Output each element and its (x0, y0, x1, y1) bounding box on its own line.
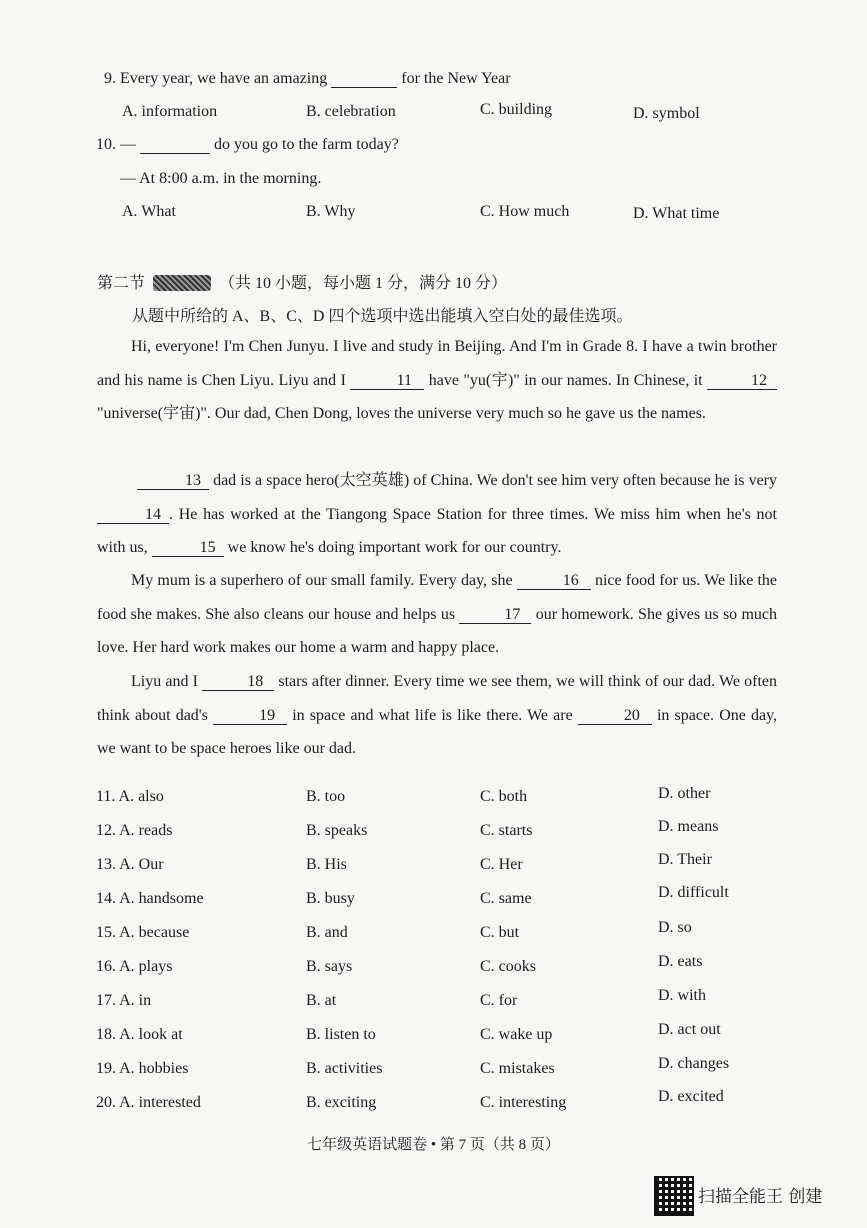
q9-option-d: D. symbol (633, 105, 700, 122)
option-c: C. mistakes (480, 1060, 555, 1077)
passage-text: Hi, everyone! I'm Chen Junyu. I live and study in Beijing. And I'm in Grade 8. I have a twin brother and his name is Chen Liyu. Liyu and I (97, 338, 777, 389)
option-c: C. Her (480, 856, 523, 873)
option-d: D. eats (658, 953, 703, 970)
blank-11: 11 (350, 372, 424, 390)
passage-paragraph-3 (97, 564, 777, 665)
passage-paragraph-2 (97, 464, 777, 565)
option-c: C. starts (480, 822, 533, 839)
q9-stem-before: 9. Every year, we have an amazing (104, 70, 328, 87)
option-d: D. other (658, 785, 711, 802)
option-c: C. cooks (480, 958, 536, 975)
blank-16: 16 (517, 572, 591, 590)
option-d: D. means (658, 818, 719, 835)
option-b: B. busy (306, 890, 355, 907)
q10-blank (140, 136, 210, 154)
q9-option-b: B. celebration (306, 103, 396, 120)
option-b: B. speaks (306, 822, 368, 839)
scanner-watermark: 扫描全能王 创建 (698, 1187, 823, 1207)
section-heading (97, 270, 507, 293)
page-footer: 七年级英语试题卷 • 第 7 页（共 8 页） (307, 1137, 560, 1153)
passage-text: . He has worked at the Tiangong Space Station for three times. We miss him when he's not with us, (97, 505, 777, 556)
q9-stem-after: for the New Year (401, 70, 511, 87)
option-a: 13. A. Our (96, 856, 164, 873)
option-a: 11. A. also (96, 788, 164, 805)
passage-text: we know he's doing important work for our country. (227, 539, 562, 556)
passage-text: stars after dinner. Every time we see them, we will think of our dad. We often think about dad's (97, 673, 778, 724)
passage-paragraph-1 (97, 330, 777, 431)
option-c: C. interesting (480, 1094, 567, 1111)
q10-option-d: D. What time (633, 205, 720, 222)
q9-option-a: A. information (122, 103, 218, 120)
q10-reply: — At 8:00 a.m. in the morning. (120, 170, 322, 187)
option-b: B. His (306, 856, 347, 873)
scribbled-out-mark (153, 275, 211, 291)
q10-option-a: A. What (122, 203, 176, 220)
option-d: D. changes (658, 1055, 730, 1072)
passage-text: have "yu(宇)" in our names. In Chinese, it (428, 371, 703, 389)
option-c: C. same (480, 890, 532, 907)
passage-text: Liyu and I (131, 673, 198, 690)
q10-option-b: B. Why (306, 203, 356, 220)
option-b: B. too (306, 788, 346, 805)
option-d: D. so (658, 919, 692, 936)
qr-code-icon (654, 1176, 694, 1216)
passage-text: nice food for us. We like the food she makes. She also cleans our house and helps us (97, 572, 778, 623)
option-a: 18. A. look at (96, 1026, 183, 1043)
passage-text: "universe(宇宙)". Our dad, Chen Dong, loves the universe very much so he gave us the names. (97, 405, 706, 422)
option-b: B. says (306, 958, 353, 975)
option-a: 12. A. reads (96, 822, 173, 839)
passage-paragraph-4 (97, 665, 777, 766)
q10-stem-after: do you go to the farm today? (214, 136, 399, 153)
blank-20: 20 (578, 707, 652, 725)
option-c: C. wake up (480, 1026, 553, 1043)
q10-stem-prefix: 10. — (96, 136, 136, 153)
q9-stem (104, 70, 511, 88)
passage-text: My mum is a superhero of our small family. Every day, she (131, 572, 513, 589)
section-label: 第二节 (97, 275, 146, 292)
blank-18: 18 (202, 673, 274, 691)
option-c: C. but (480, 924, 520, 941)
option-b: B. exciting (306, 1094, 377, 1111)
blank-19: 19 (213, 707, 287, 725)
option-a: 14. A. handsome (96, 890, 204, 907)
option-b: B. listen to (306, 1026, 376, 1043)
q9-option-c: C. building (480, 101, 553, 118)
option-c: C. for (480, 992, 518, 1009)
passage-text: in space and what life is like there. We are (292, 706, 573, 724)
section-info: （共 10 小题，每小题 1 分，满分 10 分） (219, 275, 508, 292)
option-d: D. difficult (658, 884, 729, 901)
option-b: B. at (306, 992, 337, 1009)
option-c: C. both (480, 788, 528, 805)
blank-15: 15 (152, 539, 224, 557)
passage-text: in space. One day, we want to be space heroes like our dad. (97, 706, 778, 757)
passage-text: our homework. She gives us so much love. Her hard work makes our home a warm and happy place. (97, 605, 778, 656)
q10-option-c: C. How much (480, 203, 570, 220)
option-b: B. activities (306, 1060, 383, 1077)
option-d: D. act out (658, 1021, 721, 1038)
q10-stem (96, 136, 399, 154)
option-a: 20. A. interested (96, 1094, 201, 1111)
blank-12: 12 (707, 372, 777, 390)
option-a: 17. A. in (96, 992, 152, 1009)
option-a: 15. A. because (96, 924, 190, 941)
option-a: 19. A. hobbies (96, 1060, 189, 1077)
option-a: 16. A. plays (96, 958, 173, 975)
blank-17: 17 (459, 606, 531, 624)
option-d: D. excited (658, 1088, 724, 1105)
blank-13: 13 (137, 472, 209, 490)
q9-blank (331, 70, 397, 88)
option-d: D. with (658, 987, 706, 1004)
passage-text: dad is a space hero(太空英雄) of China. We don't see him very often because he is very (213, 472, 778, 489)
option-b: B. and (306, 924, 348, 941)
option-d: D. Their (658, 851, 712, 868)
section-instruction: 从题中所给的 A、B、C、D 四个选项中选出能填入空白处的最佳选项。 (132, 308, 633, 325)
blank-14: 14 (97, 506, 169, 524)
